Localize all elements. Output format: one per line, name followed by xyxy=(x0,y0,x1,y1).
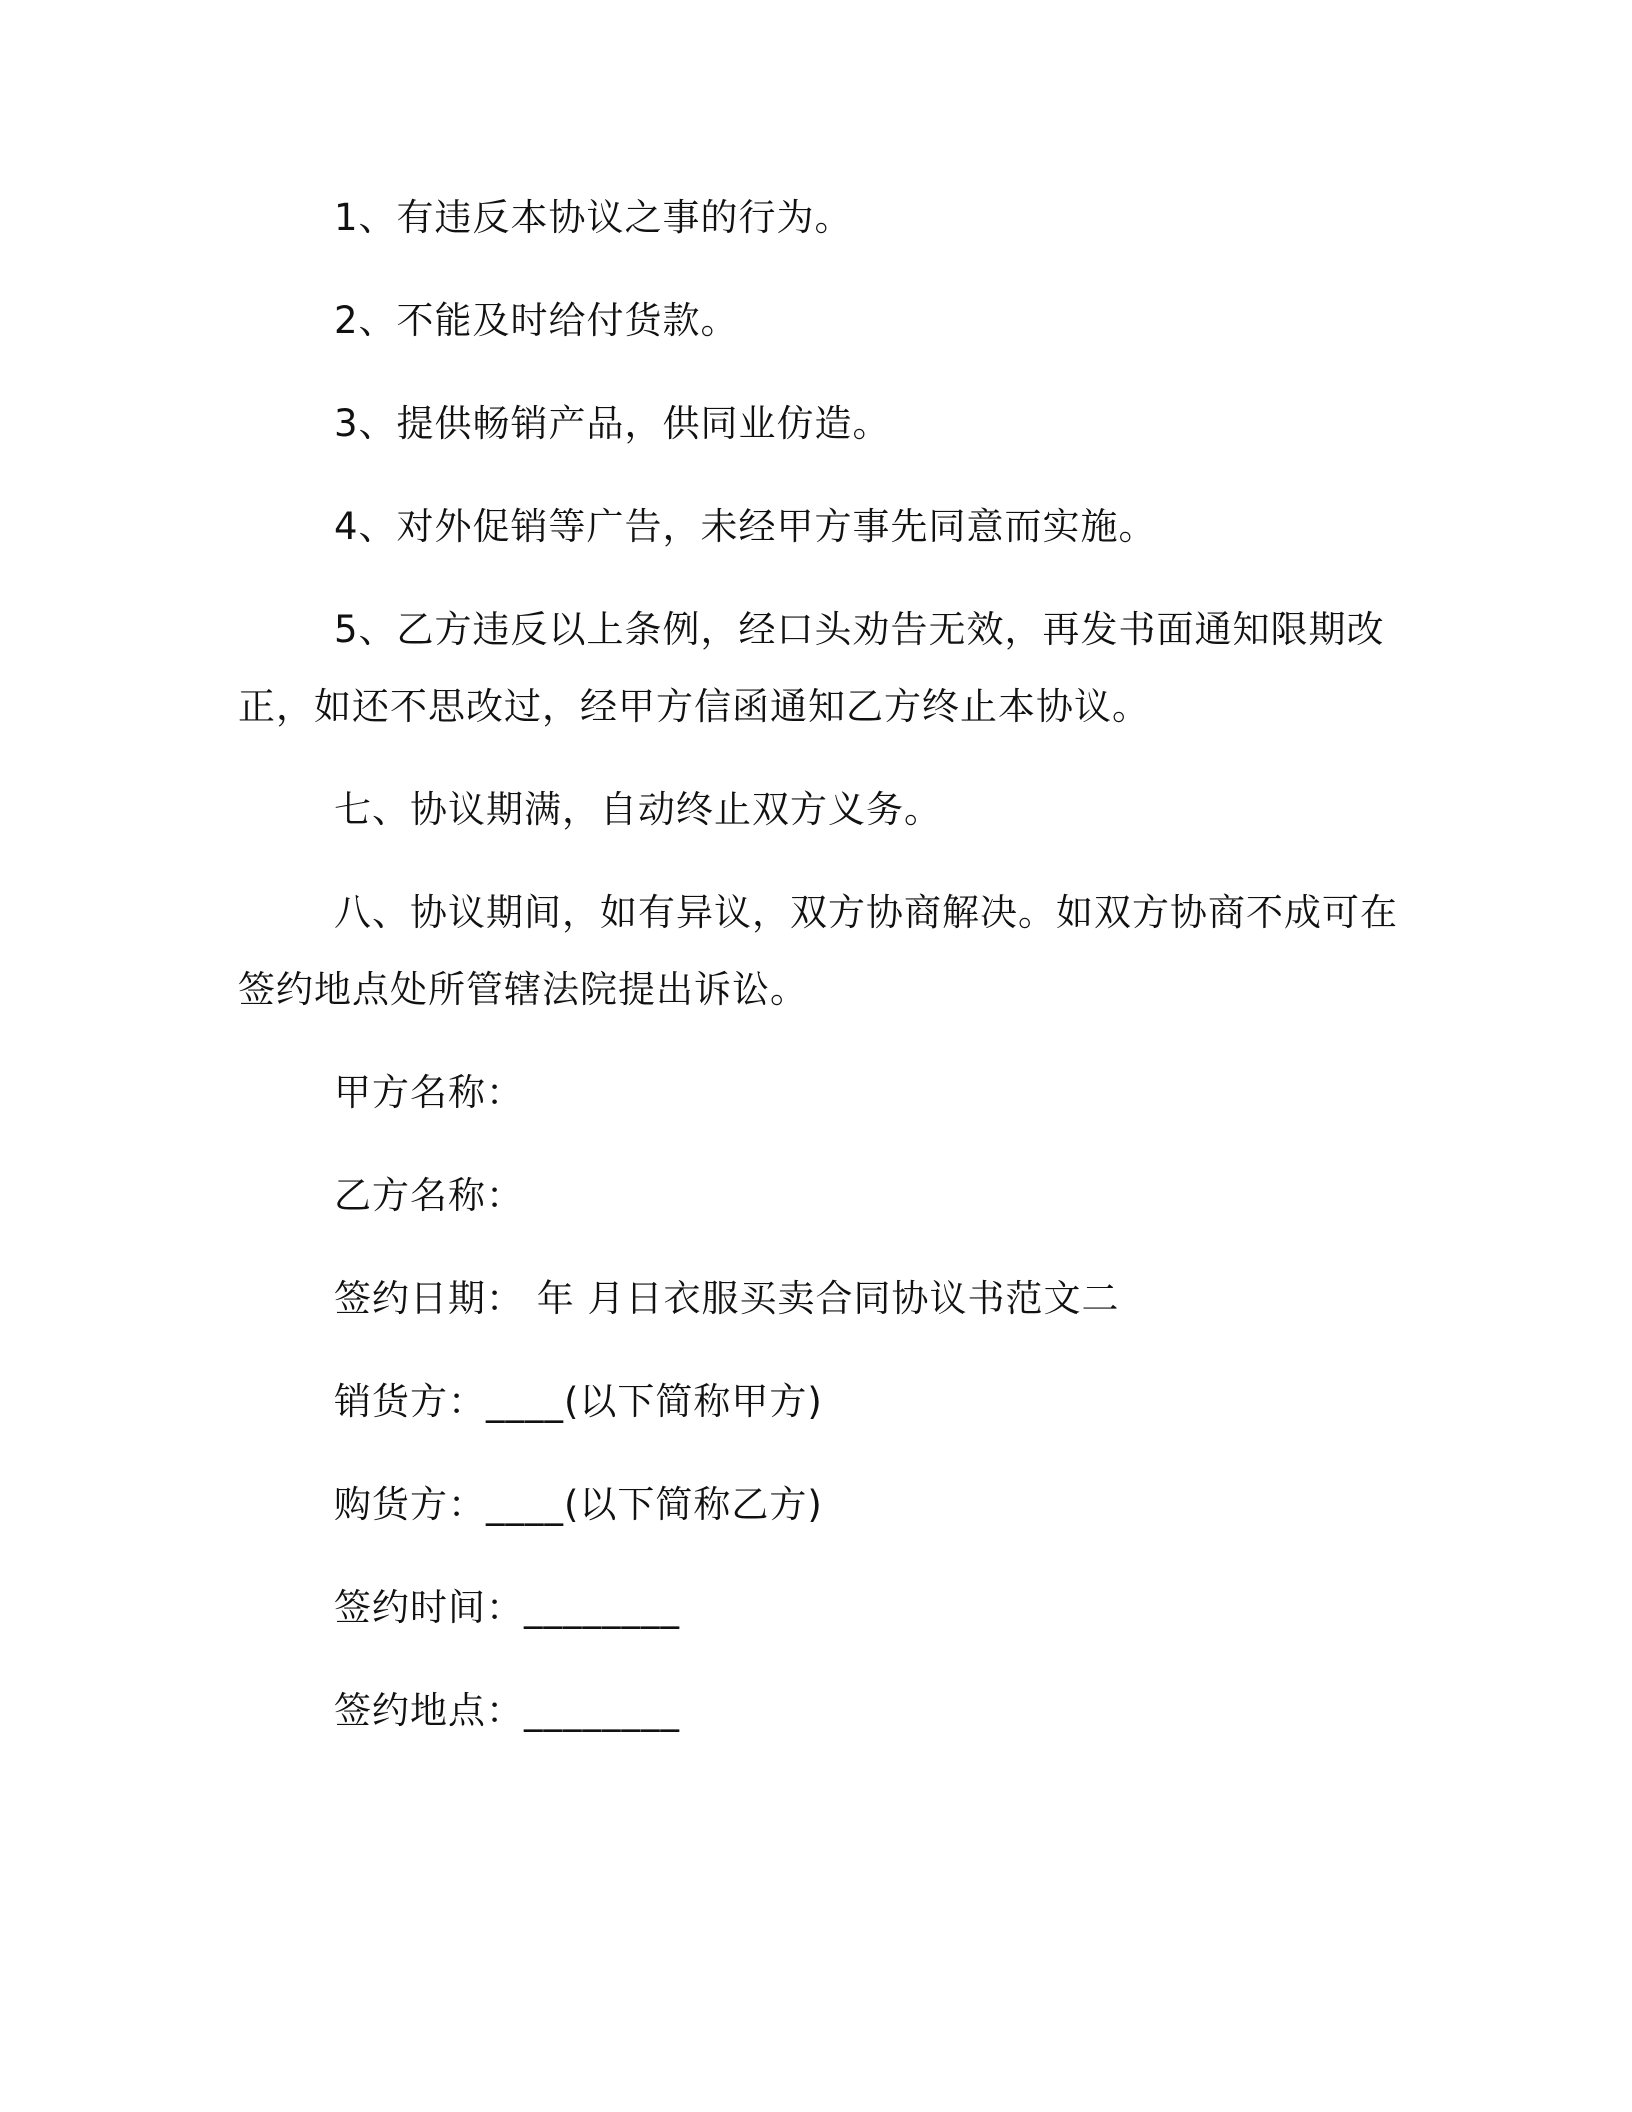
clause-item-4: 4、对外促销等广告，未经甲方事先同意而实施。 xyxy=(334,505,1157,548)
party-a-name-field: 甲方名称： xyxy=(334,1071,524,1114)
clause-item-3: 3、提供畅销产品，供同业仿造。 xyxy=(334,402,891,445)
signing-date-line: 签约日期： 年 月日衣服买卖合同协议书范文二 xyxy=(334,1277,1120,1320)
signing-time-field: 签约时间：________ xyxy=(334,1586,680,1629)
seller-field: 销货方：____(以下简称甲方) xyxy=(334,1380,823,1423)
clause-item-2: 2、不能及时给付货款。 xyxy=(334,299,739,342)
clause-item-5-line-1: 5、乙方违反以上条例，经口头劝告无效，再发书面通知限期改 xyxy=(334,608,1385,651)
clause-item-5-line-2: 正，如还不思改过，经甲方信函通知乙方终止本协议。 xyxy=(238,685,1150,728)
clause-eight-line-2: 签约地点处所管辖法院提出诉讼。 xyxy=(238,968,808,1011)
buyer-field: 购货方：____(以下简称乙方) xyxy=(334,1483,823,1526)
clause-item-1: 1、有违反本协议之事的行为。 xyxy=(334,196,853,239)
clause-seven: 七、协议期满，自动终止双方义务。 xyxy=(334,788,942,831)
clause-eight-line-1: 八、协议期间，如有异议，双方协商解决。如双方协商不成可在 xyxy=(334,891,1398,934)
signing-place-field: 签约地点：________ xyxy=(334,1689,680,1732)
party-b-name-field: 乙方名称： xyxy=(334,1174,524,1217)
